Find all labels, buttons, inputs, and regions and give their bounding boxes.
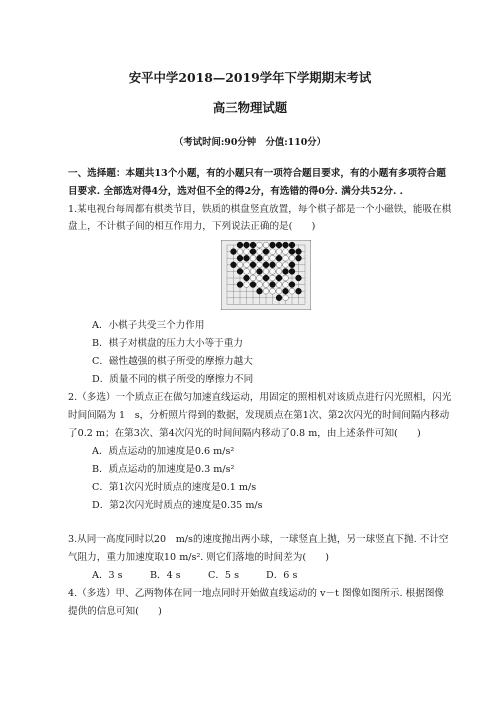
go-stone [244, 255, 250, 261]
go-stone [276, 262, 282, 268]
go-stone [283, 269, 289, 275]
go-stone [283, 262, 289, 268]
go-stone [263, 249, 269, 255]
go-stone [270, 242, 276, 248]
go-stone [250, 242, 256, 248]
go-stone [237, 249, 243, 255]
go-stone [270, 269, 276, 275]
go-stone [276, 269, 282, 275]
go-stone [289, 288, 295, 294]
go-stone [250, 262, 256, 268]
go-stone [257, 269, 263, 275]
go-stone [250, 275, 256, 281]
go-stone [289, 255, 295, 261]
go-stone [276, 275, 282, 281]
q3-option-a: A．3 s [92, 570, 123, 581]
go-stone [250, 269, 256, 275]
go-stone [250, 282, 256, 288]
q1-line2: 盘上，不计棋子间的相互作用力，下列说法正确的是( ) [68, 221, 316, 232]
go-stone [296, 275, 302, 281]
go-stone [276, 288, 282, 294]
q2-option-a: A．质点运动的加速度是0.6 m/s² [92, 446, 235, 457]
go-stone [244, 275, 250, 281]
go-stone [289, 262, 295, 268]
go-stone [296, 249, 302, 255]
go-stone [270, 249, 276, 255]
go-stone [244, 249, 250, 255]
go-stone [270, 288, 276, 294]
go-stone [244, 269, 250, 275]
go-stone [231, 249, 237, 255]
go-stone [263, 275, 269, 281]
go-stone [270, 255, 276, 261]
go-stone [270, 275, 276, 281]
q3-option-c: C．5 s [208, 570, 240, 581]
go-stone [270, 262, 276, 268]
go-stone [283, 275, 289, 281]
q1-option-d: D．质量不同的棋子所受的摩擦力不同 [92, 374, 254, 385]
go-stone [257, 255, 263, 261]
go-stone [257, 275, 263, 281]
go-stone [263, 262, 269, 268]
go-stone [257, 282, 263, 288]
go-stone [283, 288, 289, 294]
go-stone [257, 249, 263, 255]
go-stone [289, 282, 295, 288]
go-stone [263, 242, 269, 248]
go-board-figure [221, 240, 311, 310]
q1-option-c: C．磁性越强的棋子所受的摩擦力越大 [92, 356, 253, 367]
q2-line3: 了0.2 m；在第3次、第4次闪光的时间间隔内移动了0.8 m，由上述条件可知( ) [68, 428, 421, 439]
exam-subtitle: 高三物理试题 [212, 100, 288, 115]
go-stone [296, 255, 302, 261]
go-stone [237, 269, 243, 275]
section1-line2: 目要求. 全部选对得4分，选对但不全的得2分，有选错的得0分. 满分共52分. . [68, 186, 403, 197]
go-stone [270, 282, 276, 288]
go-stone [276, 242, 282, 248]
q1-line1: 1.某电视台每周都有棋类节目，铁质的棋盘竖直放置，每个棋子都是一个小磁铁，能吸在棋 [68, 204, 452, 215]
go-stone [276, 282, 282, 288]
q3-option-b: B．4 s [150, 570, 181, 581]
go-stone [244, 262, 250, 268]
go-stone [289, 249, 295, 255]
q2-option-c: C．第1次闪光时质点的速度是0.1 m/s [92, 482, 257, 493]
go-stone [257, 288, 263, 294]
go-stone [237, 242, 243, 248]
go-stone [289, 269, 295, 275]
q3-option-d: D．6 s [266, 570, 298, 581]
go-stone [276, 255, 282, 261]
go-stone [283, 295, 289, 301]
q1-option-a: A．小棋子共受三个力作用 [92, 320, 205, 331]
q2-line2: 时间间隔为 1 s，分析照片得到的数据，发现质点在第1次、第2次闪光的时间间隔内移动 [68, 410, 450, 421]
go-stone [263, 282, 269, 288]
q2-option-b: B．质点运动的加速度是0.3 m/s² [92, 464, 235, 475]
q1-option-b: B．棋子对棋盘的压力大小等于重力 [92, 338, 243, 349]
go-stone [237, 262, 243, 268]
exam-title: 安平中学2018—2019学年下学期期末考试 [128, 70, 372, 85]
exam-time-score: （考试时间:90分钟 分值:110分） [173, 137, 327, 148]
go-stone [283, 255, 289, 261]
q2-option-d: D．第2次闪光时质点的速度是0.35 m/s [92, 500, 263, 511]
go-stone [257, 262, 263, 268]
go-stone [263, 288, 269, 294]
go-stone [283, 249, 289, 255]
go-stone [296, 288, 302, 294]
go-stone [231, 262, 237, 268]
go-stone [250, 249, 256, 255]
go-stone [263, 269, 269, 275]
section1-line1: 一、选择题：本题共13个小题，有的小题只有一项符合题目要求，有的小题有多项符合题 [68, 168, 446, 179]
go-stone [237, 255, 243, 261]
go-stone [250, 255, 256, 261]
go-stone [289, 242, 295, 248]
go-stone [283, 282, 289, 288]
go-stone [283, 242, 289, 248]
go-stone [263, 255, 269, 261]
q3-line2: 气阻力，重力加速度取10 m/s². 则它们落地的时间差为( ) [68, 552, 330, 563]
go-stone [244, 282, 250, 288]
go-stone [257, 242, 263, 248]
q3-line1: 3.从同一高度同时以20 m/s的速度抛出两小球，一球竖直上抛，另一球竖直下抛. 不计空 [68, 534, 449, 545]
go-stone [237, 282, 243, 288]
go-stone [276, 295, 282, 301]
q4-line1: 4.（多选）甲、乙两物体在同一地点同时开始做直线运动的 v－t 图像如图所示. 根据图像 [68, 588, 445, 599]
q2-line1: 2.（多选）一个质点正在做匀加速直线运动，用固定的照相机对该质点进行闪光照相，闪光 [68, 392, 452, 403]
go-stone [244, 242, 250, 248]
q4-line2: 提供的信息可知( ) [68, 606, 162, 617]
go-stone [276, 249, 282, 255]
